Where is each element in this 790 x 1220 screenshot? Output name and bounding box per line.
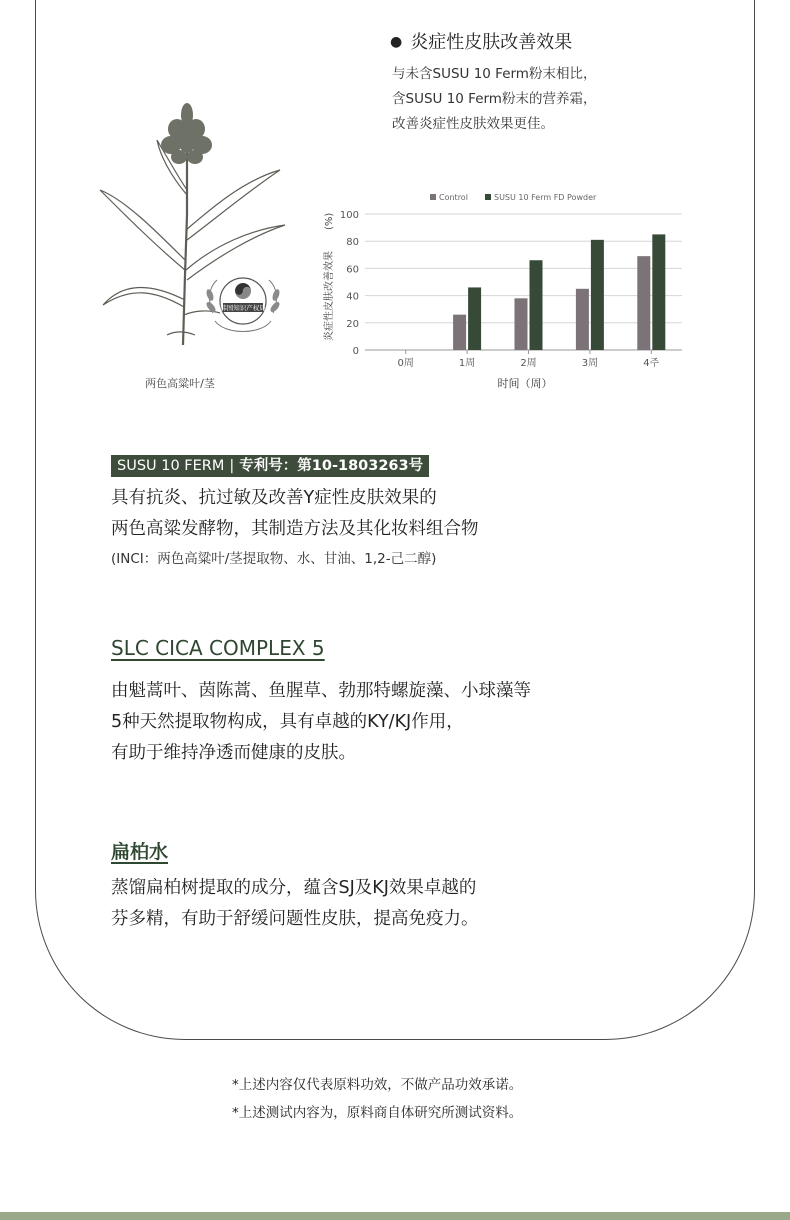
- thuja-line: 蒸馏扁柏树提取的成分，蕴含SJ及KJ效果卓越的: [111, 878, 477, 898]
- susu-line: 两色高粱发酵物，其制造方法及其化妆料组合物: [111, 519, 479, 539]
- x-tick-label: 2周: [520, 358, 537, 369]
- patent-number: 专利号：第10-1803263号: [239, 458, 424, 474]
- y-tick-label: 100: [339, 210, 359, 221]
- y-axis-label: 炎症性皮肤改善效果: [324, 251, 335, 341]
- x-tick-label: 3周: [581, 358, 599, 369]
- bar-susu-1: [468, 287, 481, 350]
- x-tick-label: 1周: [458, 358, 476, 369]
- patent-brand: SUSU 10 FERM: [117, 458, 225, 474]
- susu-line: 具有抗炎、抗过敏及改善Y症性皮肤效果的: [111, 488, 437, 508]
- thuja-title: 扁柏水: [111, 841, 169, 863]
- susu-description: [111, 483, 479, 545]
- legend-label: Control: [439, 193, 468, 202]
- effect-title: ● 炎症性皮肤改善效果: [390, 32, 573, 53]
- bar-susu-4: [652, 234, 665, 350]
- bar-susu-2: [530, 260, 543, 350]
- patent-separator: |: [229, 458, 235, 474]
- cica-description: [111, 676, 531, 769]
- plant-caption: 两色高粱叶/茎: [145, 377, 215, 390]
- cica-line: 5种天然提取物构成，具有卓越的KY/KJ作用，: [111, 712, 464, 732]
- bar-control-3: [576, 289, 589, 350]
- bar-susu-3: [591, 240, 604, 350]
- certification-seal: [205, 278, 281, 332]
- y-tick-label: 20: [346, 318, 359, 330]
- thuja-line: 芬多精，有助于舒缓问题性皮肤，提高免疫力。: [111, 909, 479, 929]
- effect-description: [392, 62, 596, 137]
- legend-label: SUSU 10 Ferm FD Powder: [494, 193, 597, 202]
- bar-control-1: [453, 315, 466, 350]
- x-tick-label: 0周: [397, 358, 414, 369]
- y-tick-label: 40: [346, 291, 359, 303]
- disclaimer-note: *上述内容仅代表原料功效，不做产品功效承诺。: [232, 1077, 523, 1093]
- bar-control-4: [637, 256, 650, 350]
- sorghum-plant-illustration: [95, 95, 295, 357]
- disclaimer-note: *上述测试内容为，原料商自体研究所测试资料。: [232, 1105, 523, 1121]
- inci-text: (INCI：两色高粱叶/茎提取物、水、甘油、1,2-己二醇): [111, 551, 437, 567]
- y-axis-unit: (%): [324, 212, 335, 230]
- y-tick-label: 80: [346, 237, 359, 249]
- cica-line: 由魁蒿叶、茵陈蒿、鱼腥草、勃那特螺旋藻、小球藻等: [111, 681, 531, 701]
- y-tick-label: 0: [352, 346, 359, 357]
- legend-swatch: [430, 194, 436, 200]
- chart-legend: [430, 193, 597, 202]
- bullet-icon: ●: [390, 34, 403, 50]
- cica-title: SLC CICA COMPLEX 5: [111, 636, 325, 660]
- y-tick-label: 60: [346, 264, 359, 276]
- patent-badge: [111, 455, 429, 477]
- legend-swatch: [485, 194, 491, 200]
- effect-bar-chart: [320, 186, 695, 396]
- effect-line: 含SUSU 10 Ferm粉末的营养霜，: [392, 91, 597, 107]
- grass-footer-strip: [0, 1212, 790, 1220]
- effect-line: 与未含SUSU 10 Ferm粉末相比，: [392, 66, 597, 82]
- x-axis-label: 时间（周）: [497, 377, 553, 390]
- effect-line: 改善炎症性皮肤效果更佳。: [392, 116, 554, 132]
- x-tick-label: 4주: [643, 358, 660, 369]
- thuja-description: [111, 873, 479, 935]
- cica-line: 有助于维持净透而健康的皮肤。: [111, 743, 356, 763]
- seal-text: 韩国知识产权局: [220, 304, 266, 312]
- bar-control-2: [515, 298, 528, 350]
